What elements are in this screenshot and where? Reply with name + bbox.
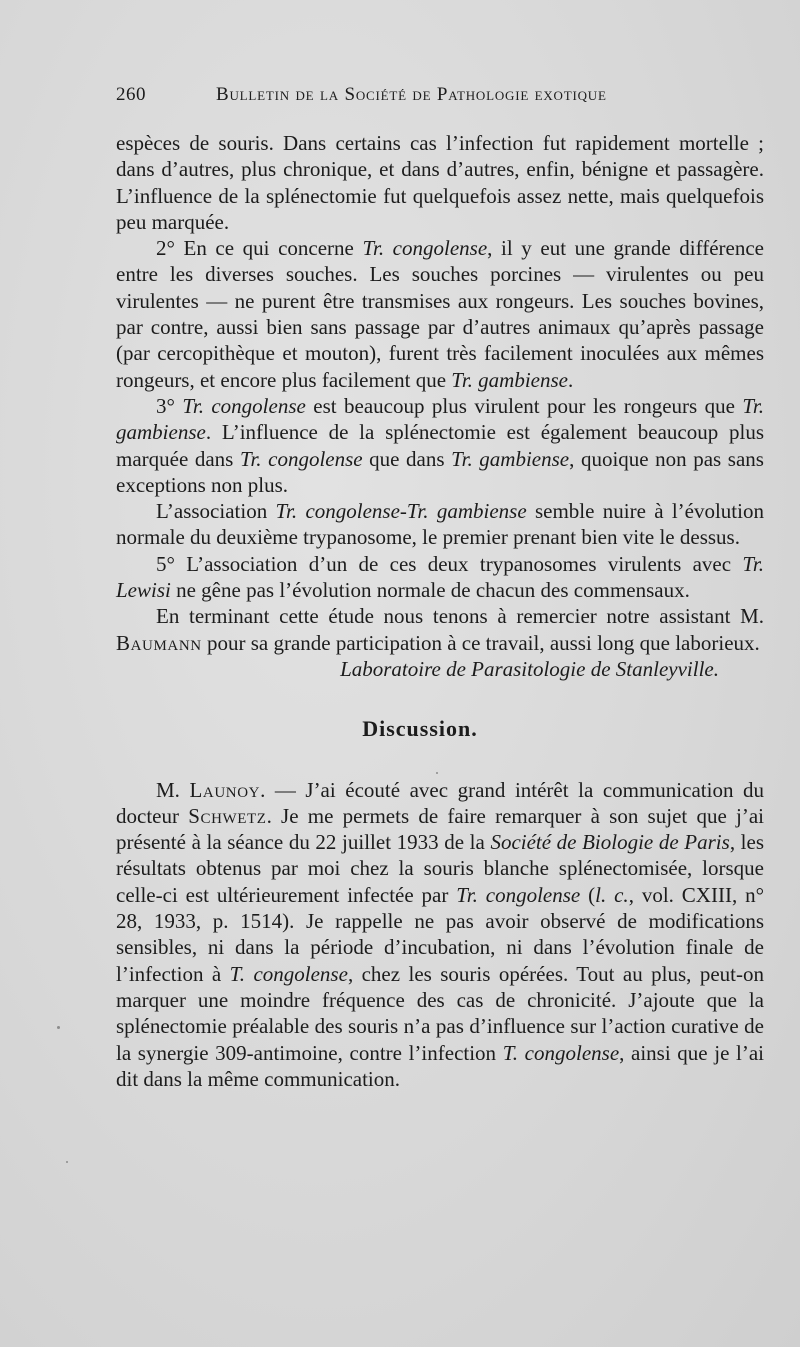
species-name: T. congolense [502,1040,620,1065]
citation-abbrev: l. c. [595,882,629,907]
society-name: Société de Biologie de Paris [490,830,730,855]
species-name: Tr. congolense [362,236,488,261]
paragraph-3: 3° Tr. congolense est beaucoup plus virulent pour les rongeurs que Tr. gambiense. L’influence de la splénectomie est également beaucoup plus marquée dans Tr. congolense que dans Tr. gambiense, quoique non pas sans exceptions non plus. [116,393,764,497]
journal-title: Bulletin de la Société de Pathologie exotique [216,84,607,105]
paragraph-6: En terminant cette étude nous tenons à remercier notre assistant M. Baumann pour sa grande participation à ce travail, aussi long que laborieux. [116,604,764,655]
paragraph-1: espèces de souris. Dans certains cas l’infection fut rapidement mortelle ; dans d’autres, plus chronique, et dans d’autres, enfin, bénigne et passagère. L’influence de la splénectomie fut quelquefois assez nette, mais quelquefois peu marquée. [116,131,764,234]
paper-speck [57,1026,60,1029]
species-name: Tr. congolense [456,882,581,907]
person-name: Schwetz [188,803,267,828]
species-name: Tr. congolense [239,446,363,471]
running-head [116,84,666,114]
paper-speck [66,1161,68,1163]
species-name: Tr. gambiense [451,367,568,392]
paragraph-2: 2° En ce qui concerne Tr. congolense, il y eut une grande différence entre les diverses souches. Les souches porcines — virulentes ou peu virulentes — ne purent être transmises aux rongeurs. Les souches bovines, par contre, aussi bien sans passage par d’autres animaux qu’après passage (par cercopithèque et mouton), furent très facilement inoculées aux mêmes rongeurs, et encore plus facilement que Tr. gambiense. [116,236,764,392]
species-name: Tr. gambiense [116,393,764,445]
paragraph-4: L’association Tr. congolense-Tr. gambiense semble nuire à l’évolution normale du deuxième trypanosome, le premier prenant bien vite le dessus. [116,499,764,550]
person-name: Launoy [189,777,261,802]
laboratory-signature: Laboratoire de Parasitologie de Stanleyville. [340,656,719,681]
species-name: T. congolense [229,961,348,986]
species-name: Tr. Lewisi [116,551,764,603]
page-number: 260 [116,84,146,105]
article-text [116,130,764,1092]
person-name: Baumann [116,630,202,655]
species-name: Tr. congolense-Tr. gambiense [275,499,527,524]
discussion-heading: Discussion. [362,716,478,742]
species-name: Tr. congolense [182,393,306,418]
paragraph-discussion: M. Launoy. — J’ai écouté avec grand intérêt la communication du docteur Schwetz. Je me permets de faire remarquer à son sujet que j’ai présenté à la séance du 22 juillet 1933 de la Société de Biologie de Paris, les résultats obtenus par moi chez la souris blanche splénectomisée, lorsque celle-ci est ultérieurement infectée par Tr. congolense (l. c., vol. CXIII, n° 28, 1933, p. 1514). Je rappelle ne pas avoir observé de modifications sensibles, ni dans la période d’incubation, ni dans l’évolution finale de l’infection à T. congolense, chez les souris opérées. Tout au plus, peut-on marquer une moindre fréquence des cas de chronicité. J’ajoute que la splénectomie préalable des souris n’a pas d’influence sur l’action curative de la synergie 309-antimoine, contre l’infection T. congolense, ainsi que je l’ai dit dans la même communication. [116,777,765,1091]
species-name: Tr. gambiense [451,446,570,471]
paper-speck [436,772,438,774]
paragraph-5: 5° L’association d’un de ces deux trypanosomes virulents avec Tr. Lewisi ne gêne pas l’évolution normale de chacun des commensaux. [116,551,764,603]
